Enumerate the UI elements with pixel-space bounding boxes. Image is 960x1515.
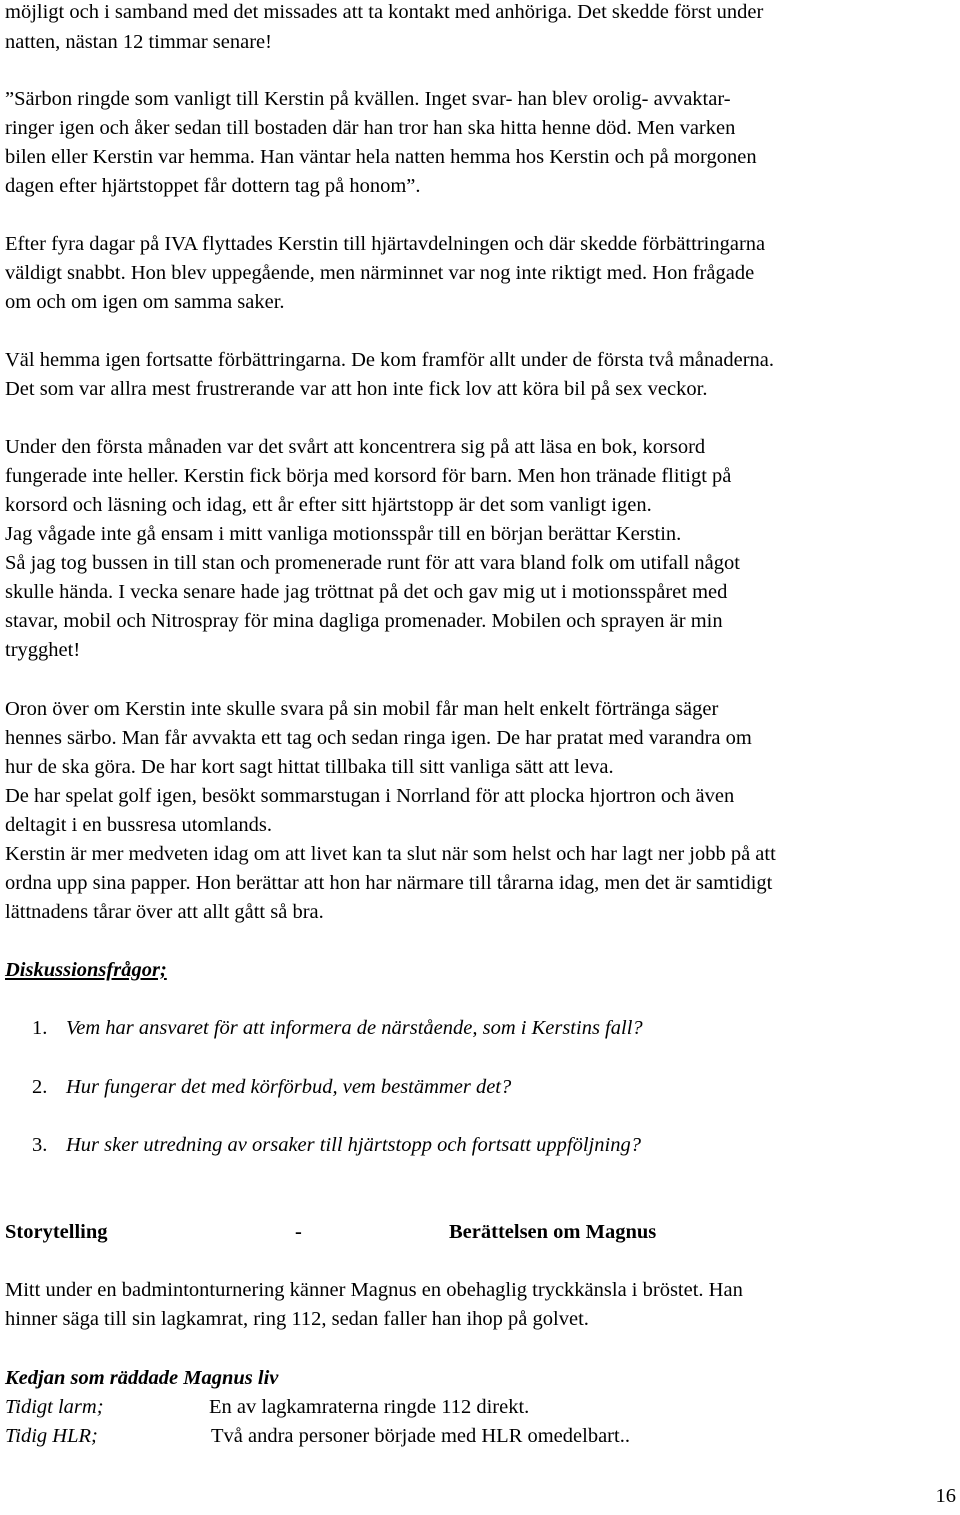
text-line: väldigt snabbt. Hon blev uppegående, men närminnet var nog inte riktigt med. Hon frågade — [5, 262, 755, 284]
question-text: Hur fungerar det med körförbud, vem bestämmer det? — [66, 1076, 512, 1098]
question-number: 2. — [32, 1076, 48, 1098]
question-text: Vem har ansvaret för att informera de närstående, som i Kerstins fall? — [66, 1017, 643, 1039]
text-line: ”Särbon ringde som vanligt till Kerstin på kvällen. Inget svar- han blev orolig- avvaktar- — [5, 88, 731, 110]
chain-label: Tidigt larm; — [5, 1396, 104, 1418]
chain-label: Tidig HLR; — [5, 1425, 98, 1447]
text-line: skulle hända. I vecka senare hade jag tröttnat på det och gav mig ut i motionsspåret med — [5, 581, 728, 603]
storytelling-label: Storytelling — [5, 1221, 108, 1243]
text-line: deltagit i en bussresa utomlands. — [5, 814, 273, 836]
text-line: Så jag tog bussen in till stan och promenerade runt för att vara bland folk om utifall något — [5, 552, 740, 574]
text-line: Jag vågade inte gå ensam i mitt vanliga motionsspår till en början berättar Kerstin. — [5, 523, 682, 545]
storytelling-dash: - — [295, 1221, 302, 1243]
story-title: Berättelsen om Magnus — [449, 1221, 657, 1243]
chain-value: Två andra personer började med HLR omedelbart.. — [211, 1425, 630, 1447]
text-line: ordna upp sina papper. Hon berättar att hon har närmare till tårarna idag, men det är samtidigt — [5, 872, 773, 894]
text-line: möjligt och i samband med det missades att ta kontakt med anhöriga. Det skedde först under — [5, 1, 764, 23]
text-line: hennes särbo. Man får avvakta ett tag och sedan ringa igen. De har pratat med varandra om — [5, 727, 752, 749]
text-line: hur de ska göra. De har kort sagt hittat tillbaka till sitt vanliga sätt att leva. — [5, 756, 614, 778]
text-line: De har spelat golf igen, besökt sommarstugan i Norrland för att plocka hjortron och även — [5, 785, 735, 807]
chain-value: En av lagkamraterna ringde 112 direkt. — [209, 1396, 530, 1418]
question-number: 3. — [32, 1134, 48, 1156]
text-line: bilen eller Kerstin var hemma. Han väntar hela natten hemma hos Kerstin och på morgonen — [5, 146, 757, 168]
text-line: lättnadens tårar över att allt gått så bra. — [5, 901, 324, 923]
text-line: Väl hemma igen fortsatte förbättringarna. De kom framför allt under de första två månaderna. — [5, 349, 775, 371]
text-line: Oron över om Kerstin inte skulle svara på sin mobil får man helt enkelt förtränga säger — [5, 698, 719, 720]
text-line: hinner säga till sin lagkamrat, ring 112, sedan faller han ihop på golvet. — [5, 1308, 589, 1330]
text-line: dagen efter hjärtstoppet får dottern tag på honom”. — [5, 175, 421, 197]
text-line: fungerade inte heller. Kerstin fick börja med korsord för barn. Men hon tränade flitigt på — [5, 465, 732, 487]
text-line: natten, nästan 12 timmar senare! — [5, 31, 272, 53]
text-line: ringer igen och åker sedan till bostaden där han tror han ska hitta henne död. Men varken — [5, 117, 736, 139]
text-line: Mitt under en badmintonturnering känner Magnus en obehaglig tryckkänsla i bröstet. Han — [5, 1279, 743, 1301]
text-line: Under den första månaden var det svårt att koncentrera sig på att läsa en bok, korsord — [5, 436, 706, 458]
text-line: stavar, mobil och Nitrospray för mina dagliga promenader. Mobilen och sprayen är min — [5, 610, 723, 632]
page-number: 16 — [935, 1485, 956, 1507]
text-line: Det som var allra mest frustrerande var att hon inte fick lov att köra bil på sex veckor. — [5, 378, 708, 400]
question-number: 1. — [32, 1017, 48, 1039]
discussion-heading: Diskussionsfrågor; — [5, 959, 167, 981]
text-line: om och om igen om samma saker. — [5, 291, 285, 313]
text-line: korsord och läsning och idag, ett år efter sitt hjärtstopp är det som vanligt igen. — [5, 494, 652, 516]
chain-heading: Kedjan som räddade Magnus liv — [5, 1367, 279, 1389]
text-line: Kerstin är mer medveten idag om att livet kan ta slut när som helst och har lagt ner jobb på att — [5, 843, 776, 865]
text-line: trygghet! — [5, 639, 81, 661]
question-text: Hur sker utredning av orsaker till hjärtstopp och fortsatt uppföljning? — [66, 1134, 641, 1156]
text-line: Efter fyra dagar på IVA flyttades Kerstin till hjärtavdelningen och där skedde förbättringarna — [5, 233, 766, 255]
